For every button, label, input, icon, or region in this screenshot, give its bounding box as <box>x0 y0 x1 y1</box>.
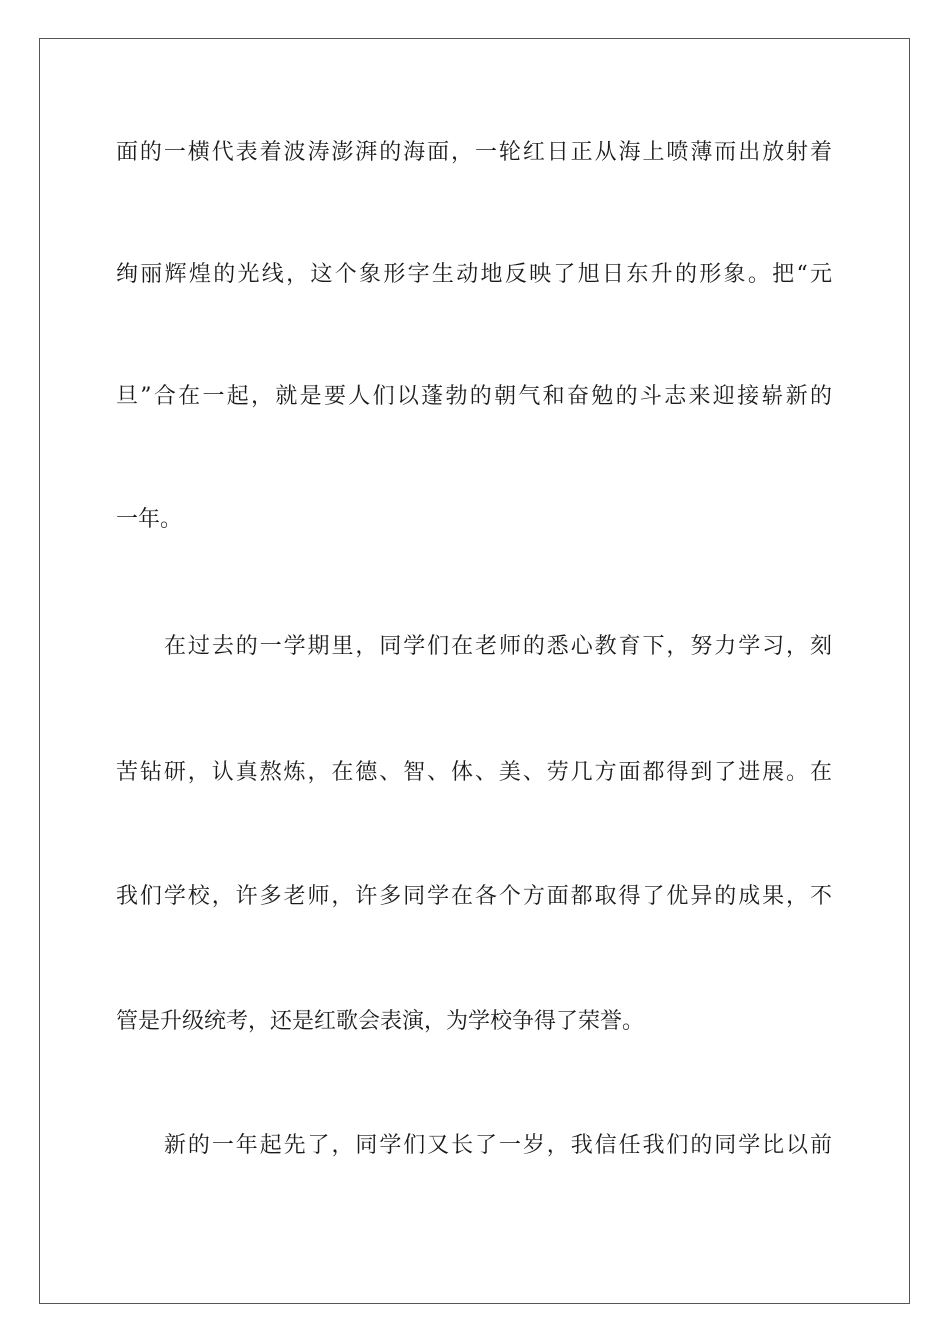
text-line-5: 在过去的一学期里，同学们在老师的悉心教育下，努力学习，刻 <box>164 634 832 659</box>
text-line-8: 管是升级统考，还是红歌会表演，为学校争得了荣誉。 <box>116 1009 645 1034</box>
text-line-3: 旦”合在一起，就是要人们以蓬勃的朝气和奋勉的斗志来迎接崭新的 <box>116 384 832 409</box>
text-line-2: 绚丽辉煌的光线，这个象形字生动地反映了旭日东升的形象。把“元 <box>116 262 832 287</box>
text-line-1: 面的一横代表着波涛澎湃的海面，一轮红日正从海上喷薄而出放射着 <box>116 140 832 165</box>
text-line-7: 我们学校，许多老师，许多同学在各个方面都取得了优异的成果，不 <box>116 884 832 909</box>
text-line-6: 苦钻研，认真熬炼，在德、智、体、美、劳几方面都得到了进展。在 <box>116 760 832 785</box>
text-line-9: 新的一年起先了，同学们又长了一岁，我信任我们的同学比以前 <box>164 1133 832 1158</box>
page-frame <box>39 38 910 1304</box>
text-line-4: 一年。 <box>116 507 183 532</box>
